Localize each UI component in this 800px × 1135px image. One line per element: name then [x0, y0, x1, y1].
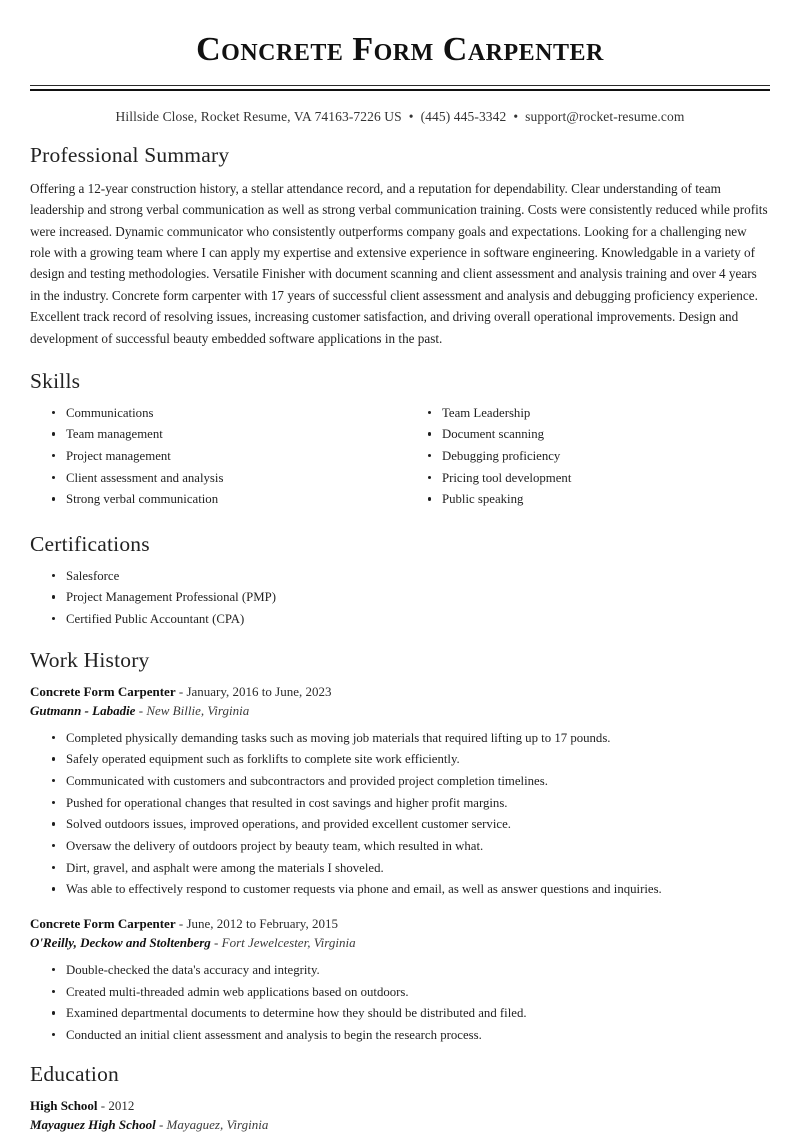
skill-item: Project management [52, 447, 400, 465]
job-company-line [30, 702, 770, 721]
job-bullet: Pushed for operational changes that resulted in cost savings and higher profit margins. [52, 794, 770, 812]
job-bullet: Created multi-threaded admin web applications based on outdoors. [52, 983, 770, 1001]
job-bullet: Completed physically demanding tasks such as moving job materials that required lifting up to 17 pounds. [52, 729, 770, 747]
education-degree-line [30, 1097, 770, 1116]
certification-item: Project Management Professional (PMP) [52, 588, 770, 606]
skill-item: Pricing tool development [428, 469, 770, 487]
job-dash: - [175, 916, 187, 932]
contact-phone: (445) 445-3342 [420, 109, 507, 125]
education-year: 2012 [108, 1098, 135, 1114]
contact-separator-1: • [408, 109, 414, 125]
job-bullet: Safely operated equipment such as forklifts to complete site work efficiently. [52, 750, 770, 768]
certification-item: Salesforce [52, 567, 770, 585]
section-certifications [30, 532, 770, 628]
education-entry [30, 1097, 770, 1135]
work-history-entry [30, 683, 770, 898]
skills-list-left [30, 404, 400, 509]
job-location: Fort Jewelcester, Virginia [221, 935, 356, 951]
work-history-list [30, 683, 770, 1044]
job-bullet: Solved outdoors issues, improved operations, and provided excellent customer service. [52, 815, 770, 833]
section-heading-skills: Skills [30, 368, 81, 393]
job-dash: - [210, 935, 222, 951]
education-dash: - [97, 1098, 109, 1114]
job-bullet: Dirt, gravel, and asphalt were among the materials I shoveled. [52, 859, 770, 877]
skill-item: Team Leadership [428, 404, 770, 422]
job-dash: - [135, 702, 147, 718]
job-role: Concrete Form Carpenter [30, 684, 176, 700]
section-professional-summary [30, 143, 770, 349]
certifications-list [30, 567, 770, 628]
skill-item: Strong verbal communication [52, 490, 400, 508]
summary-text: Offering a 12-year construction history, a stellar attendance record, and a reputation for dependability. Clear understanding of team leadership and strong verbal communication as well as strong verbal communication training. Costs were consistently reduced while profits were increased. Dynamic communicator who consistently outperforms company goals and expectations. Looking for a challenging new role with a growing team where I can apply my expertise and extensive experience in software engineering. Knowledgable in a variety of design and testing methodologies. Versatile Finisher with document scanning and client assessment and analysis training and over 4 years in the industry. Concrete form carpenter with 17 years of successful client assessment and analysis and debugging proficiency experience. Excellent track record of resolving issues, increasing customer satisfaction, and driving overall operational improvements. Design and development of successful beauty embedded software applications in the past. [30, 180, 768, 346]
section-heading-certifications: Certifications [30, 531, 150, 556]
skills-list-right [406, 404, 770, 509]
page-title: Concrete Form Carpenter [196, 31, 604, 68]
section-skills [30, 369, 770, 512]
section-heading-work-history: Work History [30, 648, 150, 673]
section-heading-education: Education [30, 1062, 119, 1087]
skill-item: Document scanning [428, 425, 770, 443]
job-dates: June, 2012 to February, 2015 [186, 916, 338, 932]
contact-email[interactable]: support@rocket-resume.com [525, 109, 685, 125]
job-title-line [30, 683, 770, 702]
job-bullet: Was able to effectively respond to customer requests via phone and email, as well as answer questions and inquiries. [52, 880, 770, 898]
section-work-history [30, 648, 770, 1044]
skill-item: Public speaking [428, 490, 770, 508]
skills-columns [30, 404, 770, 512]
job-dash: - [175, 684, 187, 700]
job-company: O'Reilly, Deckow and Stoltenberg [30, 935, 211, 951]
skills-column-right [400, 404, 770, 512]
job-bullet: Oversaw the delivery of outdoors project by beauty team, which resulted in what. [52, 837, 770, 855]
contact-address: Hillside Close, Rocket Resume, VA 74163-7226 US [115, 109, 402, 125]
job-company: Gutmann - Labadie [30, 702, 136, 718]
section-education [30, 1062, 770, 1134]
job-title-line [30, 915, 770, 934]
certification-item: Certified Public Accountant (CPA) [52, 610, 770, 628]
job-role: Concrete Form Carpenter [30, 916, 176, 932]
skill-item: Client assessment and analysis [52, 469, 400, 487]
skill-item: Team management [52, 425, 400, 443]
job-company-line [30, 934, 770, 953]
skills-column-left [30, 404, 400, 512]
job-bullet-list [30, 729, 770, 899]
job-location: New Billie, Virginia [146, 702, 250, 718]
work-history-entry [30, 915, 770, 1044]
job-bullet: Examined departmental documents to determine how they should be distributed and filed. [52, 1004, 770, 1022]
contact-separator-2: • [513, 109, 519, 125]
skill-item: Debugging proficiency [428, 447, 770, 465]
job-dates: January, 2016 to June, 2023 [186, 684, 332, 700]
education-location: Mayaguez, Virginia [166, 1116, 269, 1132]
education-degree: High School [30, 1098, 98, 1114]
job-bullet: Communicated with customers and subcontractors and provided project completion timelines. [52, 772, 770, 790]
skill-item: Communications [52, 404, 400, 422]
job-bullet: Conducted an initial client assessment and analysis to begin the research process. [52, 1026, 770, 1044]
education-school-line [30, 1116, 770, 1135]
education-school: Mayaguez High School [30, 1116, 156, 1132]
divider-rule-thick [30, 89, 770, 91]
header-divider [30, 85, 770, 91]
education-dash: - [155, 1116, 167, 1132]
job-bullet: Double-checked the data's accuracy and integrity. [52, 961, 770, 979]
education-list [30, 1097, 770, 1135]
job-bullet-list [30, 961, 770, 1044]
resume-header [30, 0, 770, 125]
contact-line [30, 109, 770, 125]
section-heading-summary: Professional Summary [30, 143, 230, 168]
